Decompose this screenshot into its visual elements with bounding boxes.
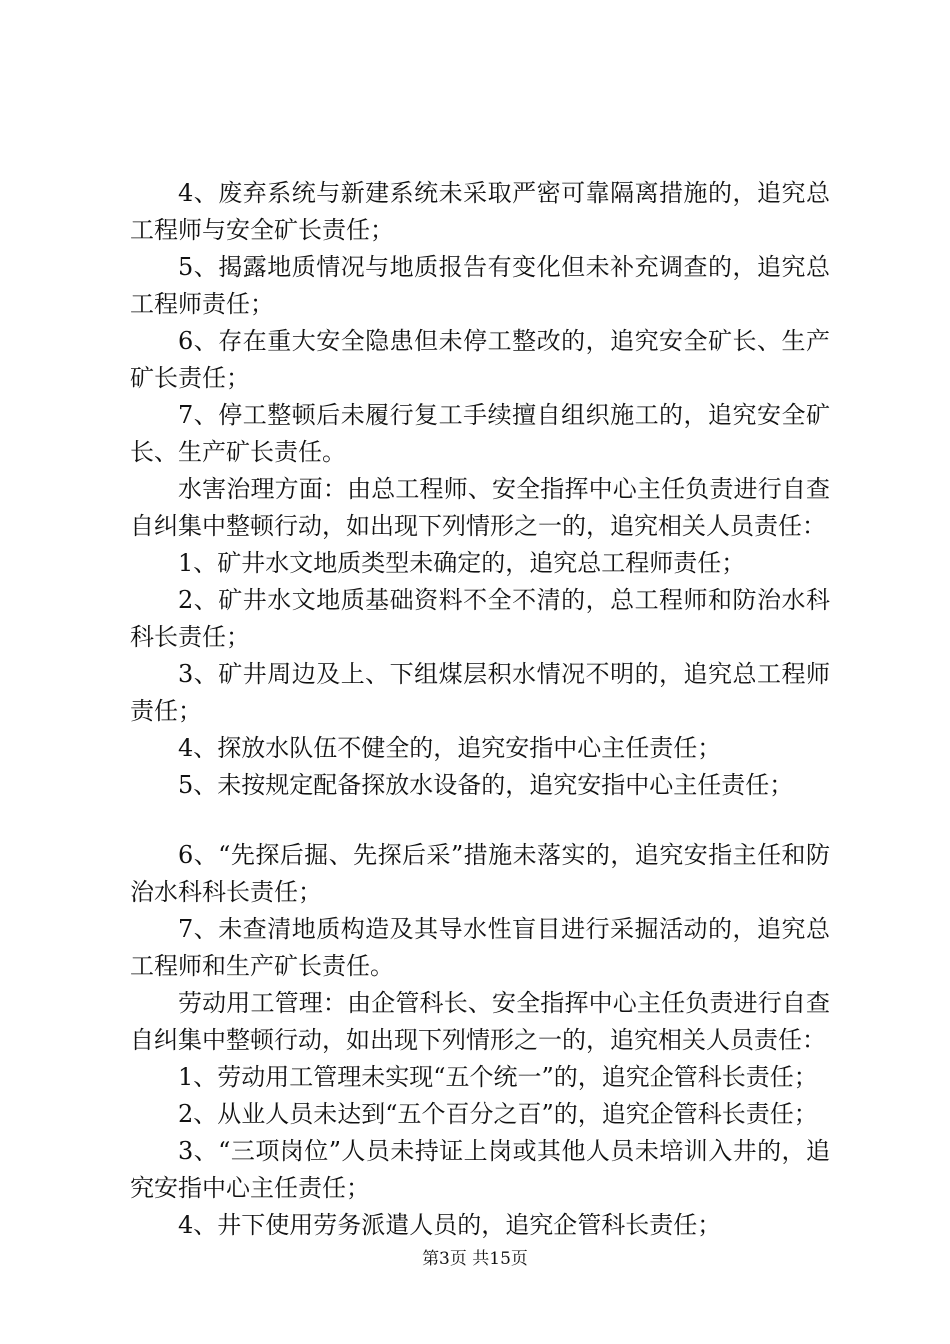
paragraph: 1、矿井水文地质类型未确定的，追究总工程师责任； (178, 549, 746, 577)
paragraph: 7、未查清地质构造及其导水性盲目进行采掘活动的，追究总工程师和生产矿长责任。 (130, 915, 830, 980)
paragraph: 2、从业人员未达到“五个百分之百”的，追究企管科长责任； (178, 1100, 818, 1128)
blank-line (130, 804, 830, 837)
paragraph: 4、井下使用劳务派遣人员的，追究企管科长责任； (178, 1211, 722, 1239)
paragraph: 3、矿井周边及上、下组煤层积水情况不明的，追究总工程师责任； (130, 660, 830, 725)
paragraph: 1、劳动用工管理未实现“五个统一”的，追究企管科长责任； (178, 1063, 818, 1091)
page-number-footer: 第3页 共15页 (422, 1249, 528, 1269)
paragraph: 5、揭露地质情况与地质报告有变化但未补充调查的，追究总工程师责任； (130, 253, 830, 318)
paragraph: 4、废弃系统与新建系统未采取严密可靠隔离措施的，追究总工程师与安全矿长责任； (130, 179, 830, 244)
paragraph: 6、存在重大安全隐患但未停工整改的，追究安全矿长、生产矿长责任； (130, 327, 830, 392)
paragraph: 4、探放水队伍不健全的，追究安指中心主任责任； (178, 734, 722, 762)
paragraph: 2、矿井水文地质基础资料不全不清的，总工程师和防治水科科长责任； (130, 586, 830, 651)
paragraph: 5、未按规定配备探放水设备的，追究安指中心主任责任； (178, 771, 794, 799)
paragraph: 7、停工整顿后未履行复工手续擅自组织施工的，追究安全矿长、生产矿长责任。 (130, 401, 830, 466)
section-heading-paragraph: 水害治理方面：由总工程师、安全指挥中心主任负责进行自查自纠集中整顿行动，如出现下列情形之一的，追究相关人员责任： (130, 475, 830, 540)
paragraph: 6、“先探后掘、先探后采”措施未落实的，追究安指主任和防治水科科长责任； (130, 841, 830, 906)
section-heading-paragraph: 劳动用工管理：由企管科长、安全指挥中心主任负责进行自查自纠集中整顿行动，如出现下列情形之一的，追究相关人员责任： (130, 989, 830, 1054)
paragraph: 3、“三项岗位”人员未持证上岗或其他人员未培训入井的，追究安指中心主任责任； (130, 1137, 830, 1202)
document-body (130, 175, 830, 1244)
